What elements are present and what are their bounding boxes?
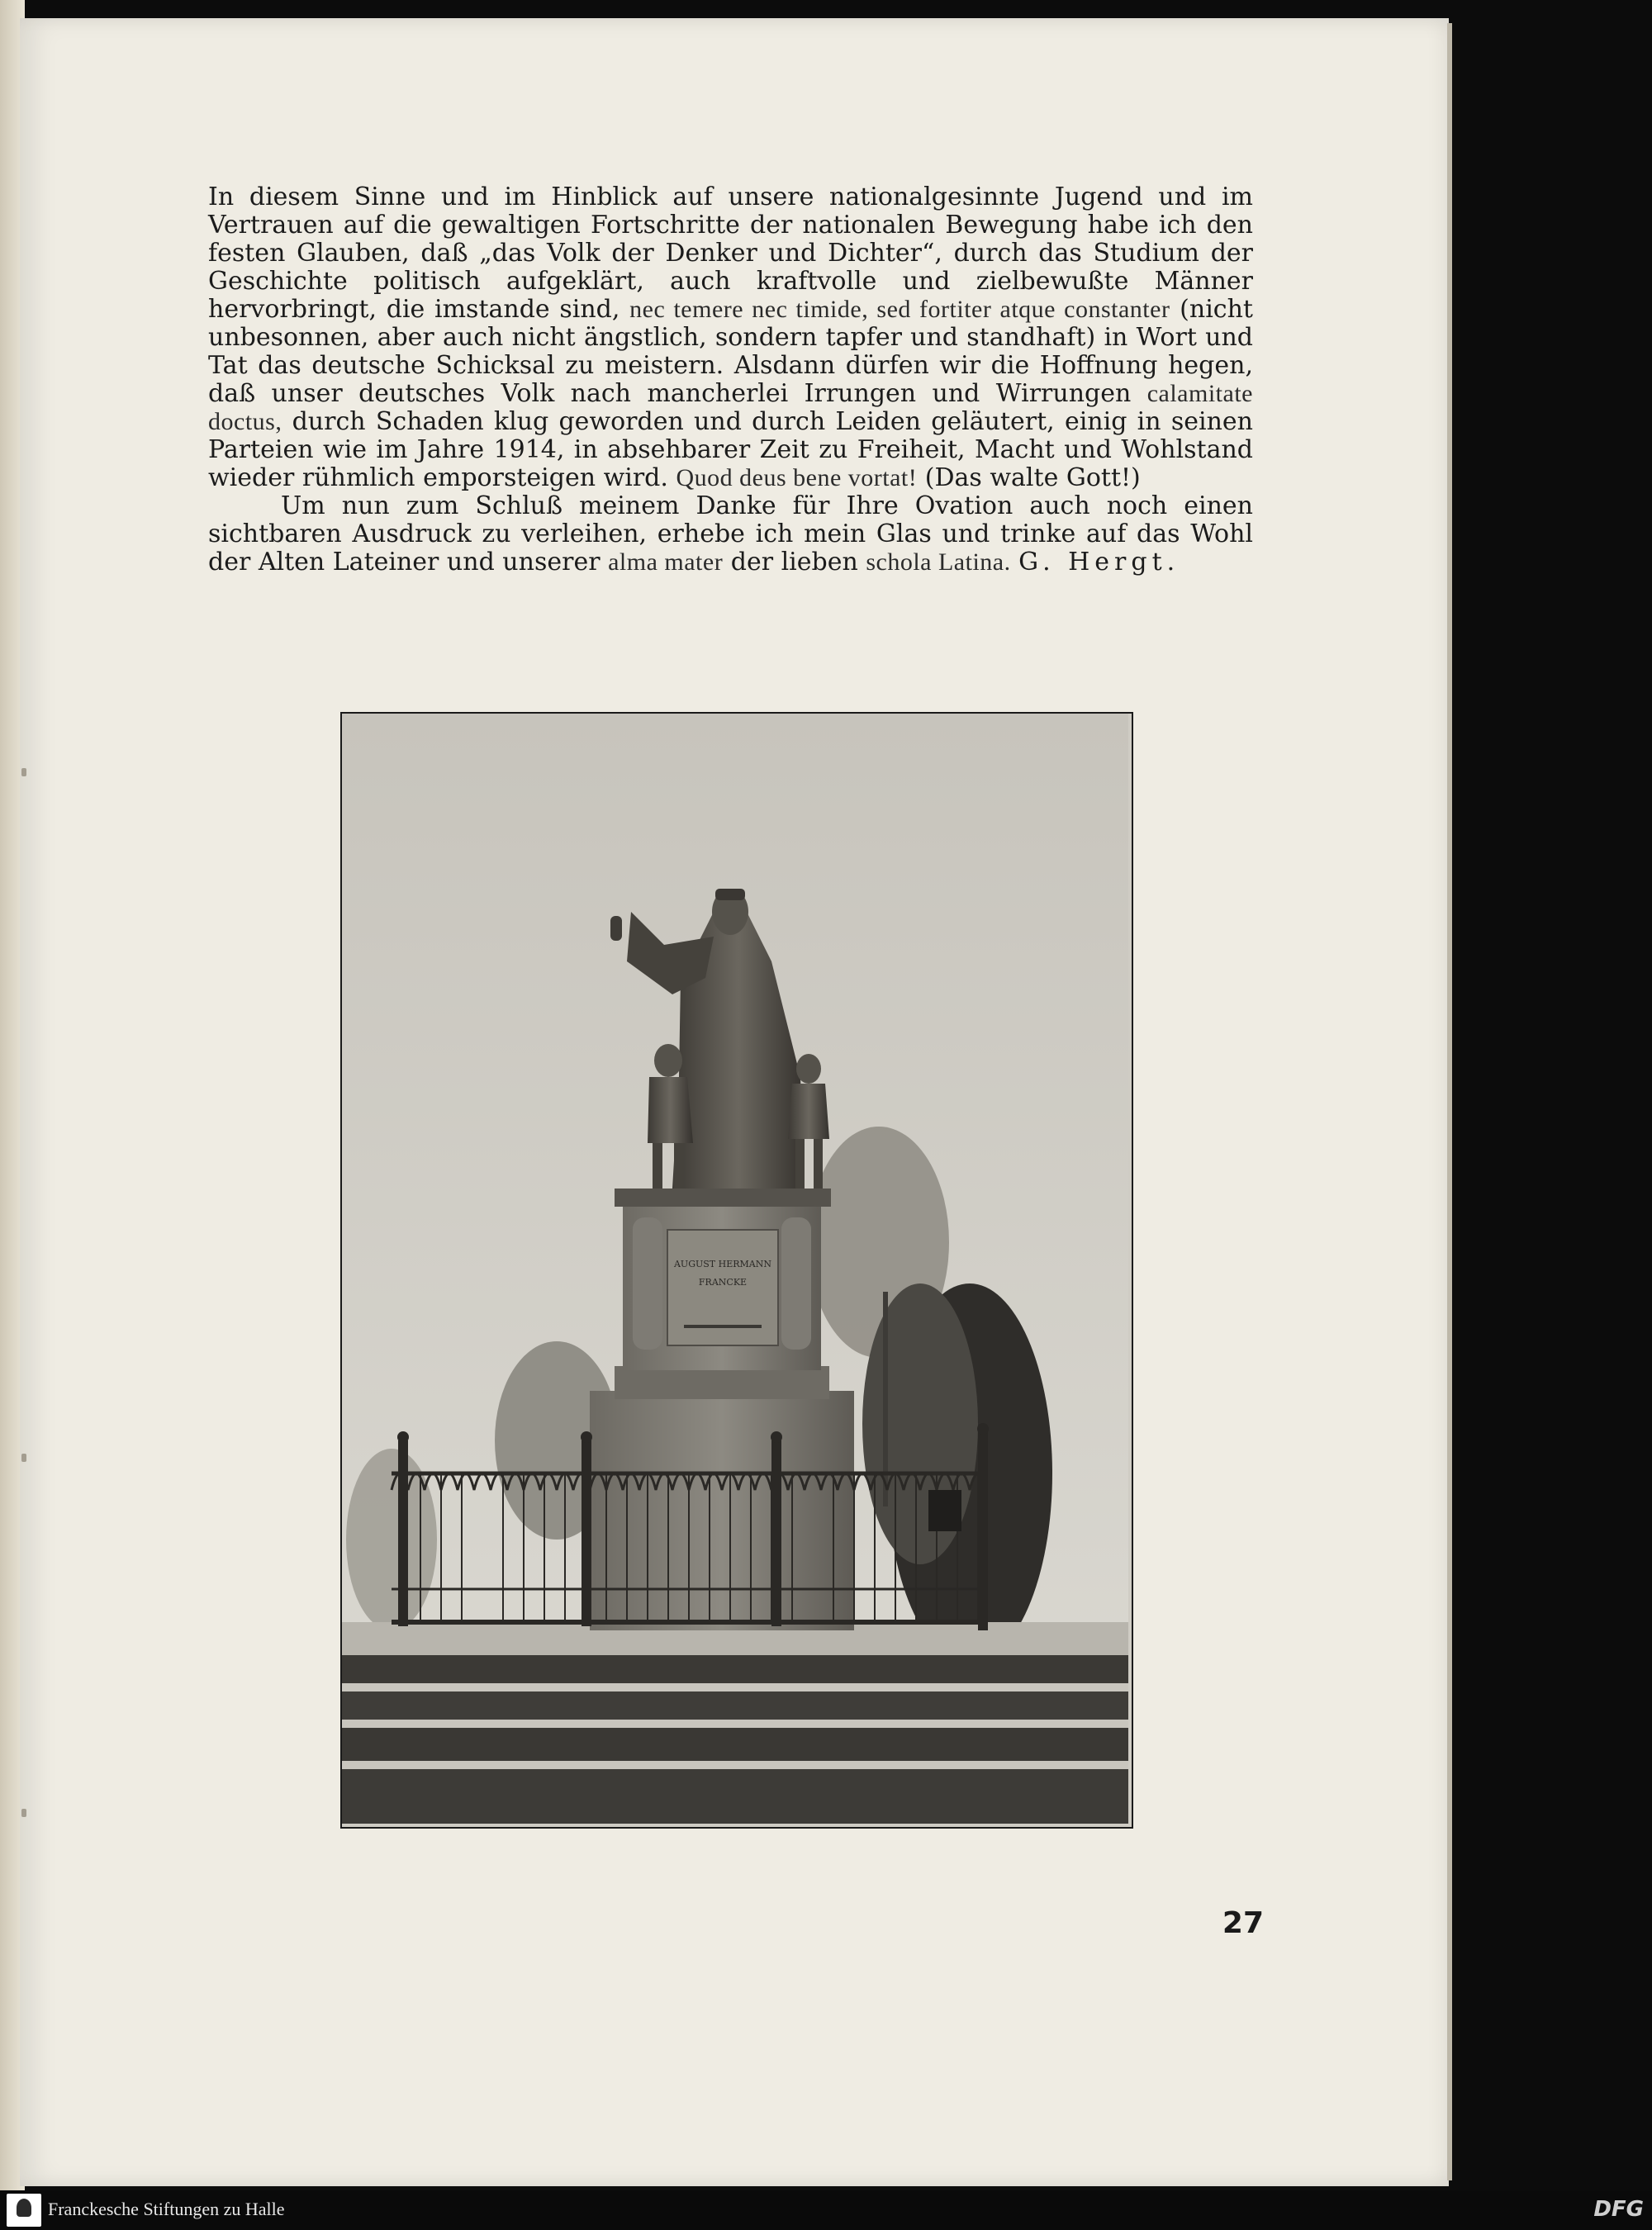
text-run: (Das walte Gott!) xyxy=(924,463,1141,492)
text-run: der lieben xyxy=(730,548,858,576)
text-run: (nicht unbesonnen, aber auch nicht ängstlich, sondern tapfer und standhaft) in Wort und Tat das deutsche Schicksal zu meistern. Alsdann dürfen wir die Hoffnung hegen, daß unser deutsches Volk nach mancherlei Irrungen und Wirrungen xyxy=(208,295,1253,408)
latin-quote: alma mater xyxy=(608,548,724,576)
author-signature: G. Hergt. xyxy=(1018,548,1180,576)
latin-quote: calamitate doctus, xyxy=(208,380,1253,435)
paragraph-1 xyxy=(208,183,1253,492)
text-run: durch Schaden klug geworden und durch Leiden geläutert, einig in seinen Parteien wie im Jahre 1914, in absehbarer Zeit zu Freiheit, Macht und Wohlstand wieder rühmlich emporsteigen wird. xyxy=(208,407,1253,492)
institution-logo-icon xyxy=(7,2194,41,2227)
binding-stitch xyxy=(21,1809,26,1817)
latin-quote: nec temere nec timide, sed fortiter atque constanter xyxy=(629,296,1170,323)
pedestal-cornice xyxy=(615,1189,831,1207)
footer-bar xyxy=(0,2190,1652,2230)
pedestal-column xyxy=(633,1217,662,1350)
binding-stitch xyxy=(21,768,26,776)
body-text xyxy=(208,183,1253,576)
plaque-inscription-line xyxy=(684,1325,762,1328)
text-run: Um nun zum Schluß meinem Danke für Ihre Ovation auch noch einen sichtbaren Ausdruck zu verleihen, erhebe ich mein Glas und trinke auf das Wohl der Alten Lateiner und unserer xyxy=(208,491,1253,576)
francke-monument-photo xyxy=(340,712,1133,1829)
paragraph-2 xyxy=(208,492,1253,576)
dfg-logo: DFG xyxy=(1593,2197,1644,2222)
institution-name: Franckesche Stiftungen zu Halle xyxy=(48,2199,285,2219)
binding-stitch xyxy=(21,1454,26,1462)
page-number: 27 xyxy=(1222,1906,1264,1940)
pedestal-base xyxy=(590,1391,854,1630)
info-sign xyxy=(928,1490,961,1531)
latin-quote: schola Latina. xyxy=(866,548,1011,576)
stone-steps xyxy=(342,1655,1128,1824)
monument-illustration xyxy=(342,714,1128,1824)
latin-quote: Quod deus bene vortat! xyxy=(676,464,918,491)
text-run: In diesem Sinne und im Hinblick auf unsere nationalgesinnte Jugend und im Vertrauen auf die gewaltigen Fortschritte der nationalen Bewegung habe ich den festen Glauben, daß „das Volk der Denker und Dichter“, durch das Studium der Geschichte politisch aufgeklärt, auch kraftvolle und zielbewußte Männer hervorbringt, die imstande sind, xyxy=(208,183,1253,324)
plaque-text-2: FRANCKE xyxy=(698,1277,748,1288)
pedestal-step xyxy=(615,1366,829,1399)
plaque-text-1: AUGUST HERMANN xyxy=(673,1259,772,1269)
page-edge xyxy=(1447,23,1452,2180)
pedestal-column xyxy=(781,1217,811,1350)
